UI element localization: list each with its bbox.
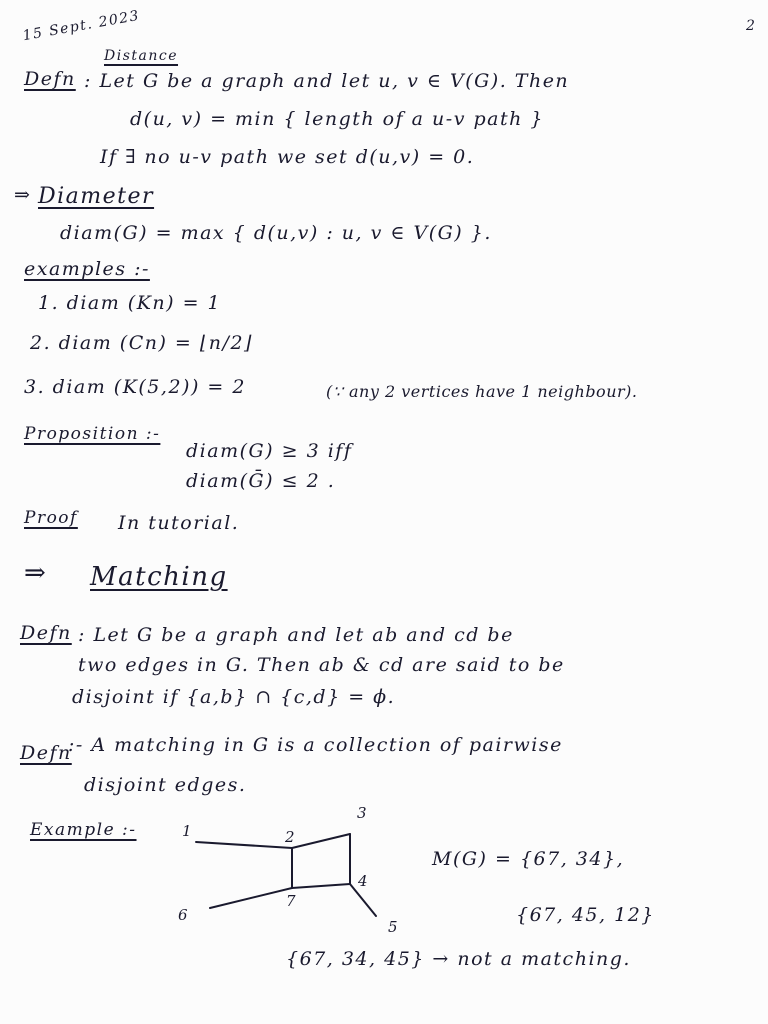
- page-number: 2: [746, 18, 757, 34]
- date: 15 Sept. 2023: [21, 7, 142, 45]
- diameter-formula: diam(G) = max { d(u,v) : u, v ∈ V(G) }.: [60, 222, 492, 244]
- distance-heading: Distance: [104, 48, 179, 64]
- examples-heading: examples :-: [24, 258, 150, 280]
- vertex-label-7: 7: [286, 892, 296, 910]
- vertex-label-1: 1: [182, 822, 192, 840]
- matching-def1-label: Defn: [20, 622, 72, 644]
- proposition-label: Proposition :-: [24, 424, 161, 444]
- example2-heading: Example :-: [30, 820, 137, 840]
- example2-m-line3: {67, 34, 45} → not a matching.: [286, 948, 631, 970]
- example-item-1: 1. diam (Kn) = 1: [38, 292, 222, 314]
- vertex-label-3: 3: [357, 804, 367, 822]
- example2-m-line1: M(G) = {67, 34},: [432, 848, 625, 870]
- distance-def-label: Defn: [24, 68, 76, 90]
- matching-heading: Matching: [90, 562, 228, 592]
- diameter-arrow: ⇒: [14, 184, 32, 206]
- vertex-label-6: 6: [178, 906, 188, 924]
- matching-def2-line1: :- A matching in G is a collection of pairwise: [68, 734, 563, 756]
- diameter-heading: Diameter: [38, 184, 155, 209]
- matching-def1-line1: : Let G be a graph and let ab and cd be: [78, 624, 514, 646]
- distance-def-line1: : Let G be a graph and let u, v ∈ V(G). Then: [84, 70, 570, 92]
- edge-2-3: [292, 834, 350, 848]
- matching-def1-line3: disjoint if {a,b} ∩ {c,d} = ϕ.: [72, 686, 396, 708]
- example-item-2: 2. diam (Cn) = ⌊n/2⌋: [30, 332, 253, 354]
- matching-def2-label: Defn: [20, 742, 72, 764]
- matching-def1-line2: two edges in G. Then ab & cd are said to be: [78, 654, 565, 676]
- proposition-line1: diam(G) ≥ 3 iff: [186, 440, 353, 462]
- proof-text: In tutorial.: [118, 512, 240, 534]
- vertex-label-2: 2: [285, 828, 295, 846]
- distance-def-line3: If ∃ no u-v path we set d(u,v) = 0.: [100, 146, 475, 168]
- edge-7-4: [292, 884, 350, 888]
- distance-def-line2: d(u, v) = min { length of a u-v path }: [130, 108, 544, 130]
- proposition-line2: diam(Ḡ) ≤ 2 .: [186, 470, 336, 492]
- example-item-3: 3. diam (K(5,2)) = 2: [24, 376, 246, 398]
- vertex-label-5: 5: [388, 918, 398, 936]
- edge-1-2: [196, 842, 292, 848]
- example2-m-line2: {67, 45, 12}: [516, 904, 655, 926]
- proof-label: Proof: [24, 508, 78, 528]
- example-item-3-note: (∵ any 2 vertices have 1 neighbour).: [326, 382, 638, 401]
- vertex-label-4: 4: [358, 872, 368, 890]
- matching-arrow: ⇒: [24, 558, 48, 588]
- edge-6-7: [210, 888, 292, 908]
- matching-def2-line2: disjoint edges.: [84, 774, 247, 796]
